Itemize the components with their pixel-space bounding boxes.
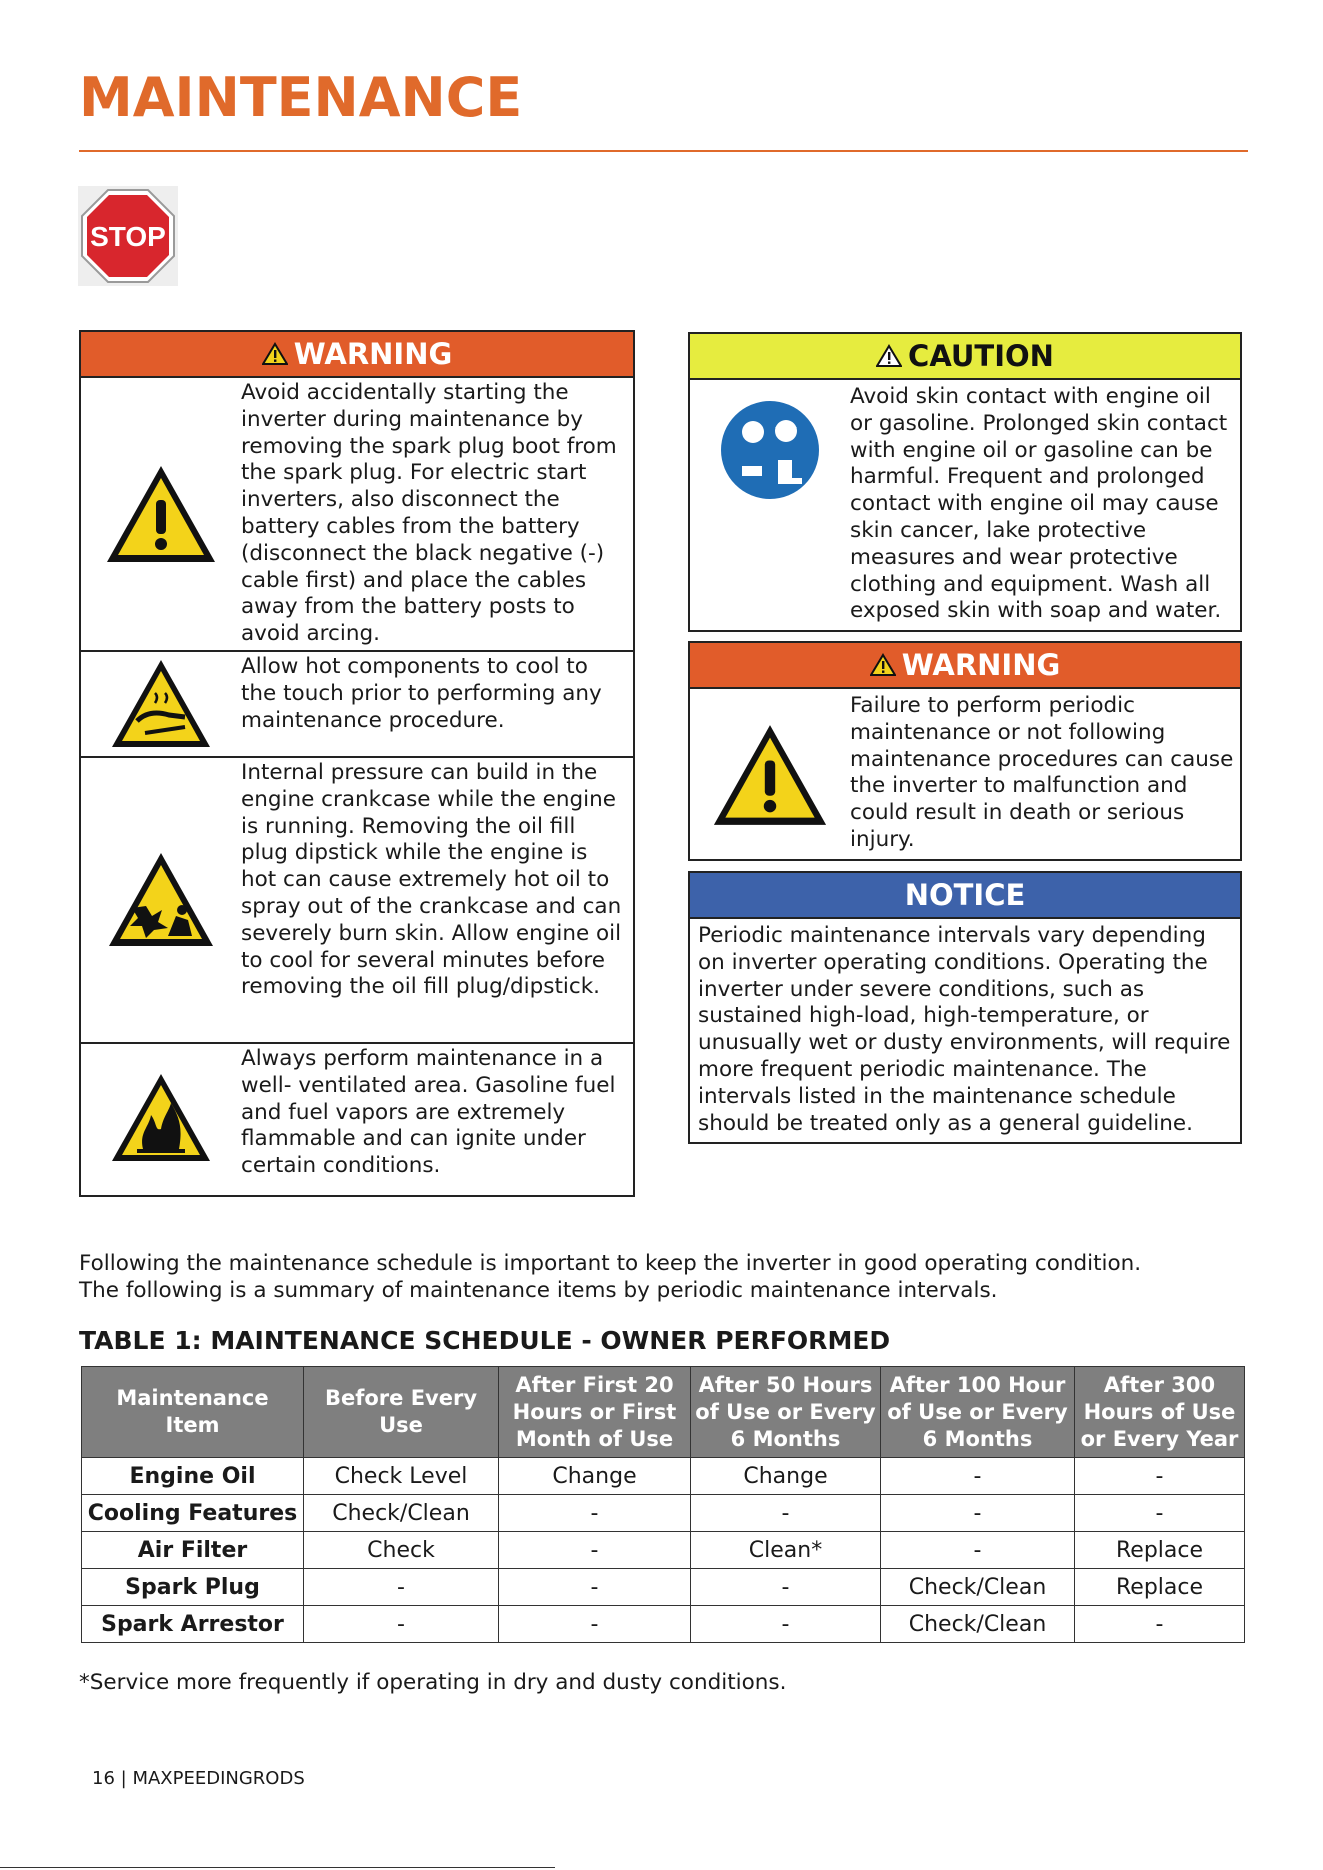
table-cell: Air Filter: [82, 1532, 304, 1569]
table-cell: Clean*: [691, 1532, 881, 1569]
notice-header: NOTICE: [690, 873, 1240, 919]
footer-separator: |: [120, 1768, 133, 1789]
maintenance-schedule-table: [81, 1366, 1245, 1643]
table-cell: -: [499, 1569, 691, 1606]
warning-item: [81, 1042, 633, 1191]
table-row: [82, 1569, 1245, 1606]
warning-header: [690, 643, 1240, 689]
warning-item-text: Internal pressure can build in the engine crankcase while the engine is running. Removing the oil fill plug dipstick while the engine is hot can cause extremely hot oil to spray out of the crankcase and can severely burn skin. Allow engine oil to cool for several minutes before removing the oil fill plug/dipstick.: [241, 760, 622, 1000]
table-cell: Spark Arrestor: [82, 1606, 304, 1643]
table-cell: Engine Oil: [82, 1458, 304, 1495]
page-number: 16: [92, 1768, 115, 1789]
protective-equipment-icon: [720, 400, 820, 500]
table-cell: -: [304, 1606, 499, 1643]
warning-triangle-icon: [870, 653, 896, 677]
table-cell: Change: [499, 1458, 691, 1495]
warning-header-label: WARNING: [293, 337, 453, 371]
table-row: [82, 1606, 1245, 1643]
table-cell: -: [691, 1569, 881, 1606]
table-header-row: [82, 1367, 1245, 1458]
table-footnote: *Service more frequently if operating in dry and dusty conditions.: [79, 1670, 787, 1695]
column-header: After 50 Hours of Use or Every 6 Months: [691, 1367, 881, 1458]
warning-item-text: Always perform maintenance in a well- ventilated area. Gasoline fuel and fuel vapors are extremely flammable and can ignite under certain conditions.: [241, 1046, 616, 1179]
column-header: After First 20 Hours or First Month of Use: [499, 1367, 691, 1458]
warning-item: [81, 650, 633, 756]
warning-item-text: Avoid accidentally starting the inverter during maintenance by removing the spark plug boot from the spark plug. For electric start inverters, also disconnect the battery cables from the battery (disconnect the black negative (-) cable first) and place the cables away from the battery posts to avoid arcing.: [241, 380, 617, 647]
flammable-hazard-icon: [109, 1071, 213, 1165]
column-header: After 100 Hour of Use or Every 6 Months: [881, 1367, 1075, 1458]
warning-header: [81, 332, 633, 378]
warning-triangle-icon: [876, 344, 902, 368]
general-warning-icon: [709, 721, 831, 829]
table-cell: -: [499, 1495, 691, 1532]
table-title: TABLE 1: MAINTENANCE SCHEDULE - OWNER PERFORMED: [79, 1326, 891, 1355]
footer-brand: MAXPEEDINGRODS: [132, 1768, 305, 1789]
table-cell: Check/Clean: [304, 1495, 499, 1532]
table-cell: -: [881, 1495, 1075, 1532]
table-row: [82, 1458, 1245, 1495]
caution-box: [688, 332, 1242, 632]
table-cell: Replace: [1075, 1532, 1245, 1569]
caution-text: Avoid skin contact with engine oil or gasoline. Prolonged skin contact with engine oil or gasoline can be harmful. Frequent and prolonged contact with engine oil may cause skin cancer, lake protective measures and wear protective clothing and equipment. Wash all exposed skin with soap and water.: [850, 384, 1228, 624]
table-row: [82, 1495, 1245, 1532]
notice-text: Periodic maintenance intervals vary depending on inverter operating conditions. Operating the inverter under severe conditions, such as sustained high-load, high-temperature, or unusually wet or dusty environments, will require more frequent periodic maintenance. The intervals listed in the maintenance schedule should be treated only as a general guideline.: [698, 923, 1231, 1136]
intro-line: Following the maintenance schedule is important to keep the inverter in good operating condition.: [79, 1251, 1142, 1276]
table-cell: -: [1075, 1458, 1245, 1495]
bottom-divider: [0, 1867, 555, 1868]
warning-item-text: Allow hot components to cool to the touch prior to performing any maintenance procedure.: [241, 654, 602, 733]
explosion-hazard-icon: [106, 850, 216, 950]
table-cell: Check Level: [304, 1458, 499, 1495]
table-cell: Check: [304, 1532, 499, 1569]
warning-box-left: [79, 330, 635, 1197]
column-header: Before Every Use: [304, 1367, 499, 1458]
general-warning-icon: [103, 462, 219, 566]
page-title: MAINTENANCE: [79, 66, 523, 129]
hot-surface-icon: [109, 657, 213, 751]
warning-right-text: Failure to perform periodic maintenance or not following maintenance procedures can cause the inverter to malfunction and could result in death or serious injury.: [850, 693, 1234, 852]
column-header: After 300 Hours of Use or Every Year: [1075, 1367, 1245, 1458]
table-cell: Change: [691, 1458, 881, 1495]
table-cell: Check/Clean: [881, 1569, 1075, 1606]
table-cell: -: [881, 1458, 1075, 1495]
table-cell: Check/Clean: [881, 1606, 1075, 1643]
title-divider: [79, 150, 1248, 152]
table-cell: -: [499, 1532, 691, 1569]
table-cell: -: [691, 1606, 881, 1643]
warning-triangle-icon: [262, 342, 288, 366]
table-cell: Spark Plug: [82, 1569, 304, 1606]
caution-header-label: CAUTION: [908, 339, 1054, 373]
warning-header-label: WARNING: [901, 648, 1061, 682]
warning-item: [81, 756, 633, 1042]
table-cell: -: [304, 1569, 499, 1606]
table-cell: -: [1075, 1495, 1245, 1532]
table-cell: -: [881, 1532, 1075, 1569]
stop-sign-text: STOP: [90, 221, 166, 252]
warning-box-right: [688, 641, 1242, 861]
intro-paragraph: [79, 1250, 1141, 1304]
table-cell: Cooling Features: [82, 1495, 304, 1532]
table-cell: Replace: [1075, 1569, 1245, 1606]
notice-box: [688, 871, 1242, 1144]
intro-line: The following is a summary of maintenance items by periodic maintenance intervals.: [79, 1278, 998, 1303]
caution-header: [690, 334, 1240, 380]
column-header: Maintenance Item: [82, 1367, 304, 1458]
page-footer: [92, 1768, 305, 1789]
table-cell: -: [1075, 1606, 1245, 1643]
table-cell: -: [499, 1606, 691, 1643]
table-row: [82, 1532, 1245, 1569]
warning-item: [81, 378, 633, 650]
table-cell: -: [691, 1495, 881, 1532]
stop-sign-icon: [78, 186, 178, 286]
